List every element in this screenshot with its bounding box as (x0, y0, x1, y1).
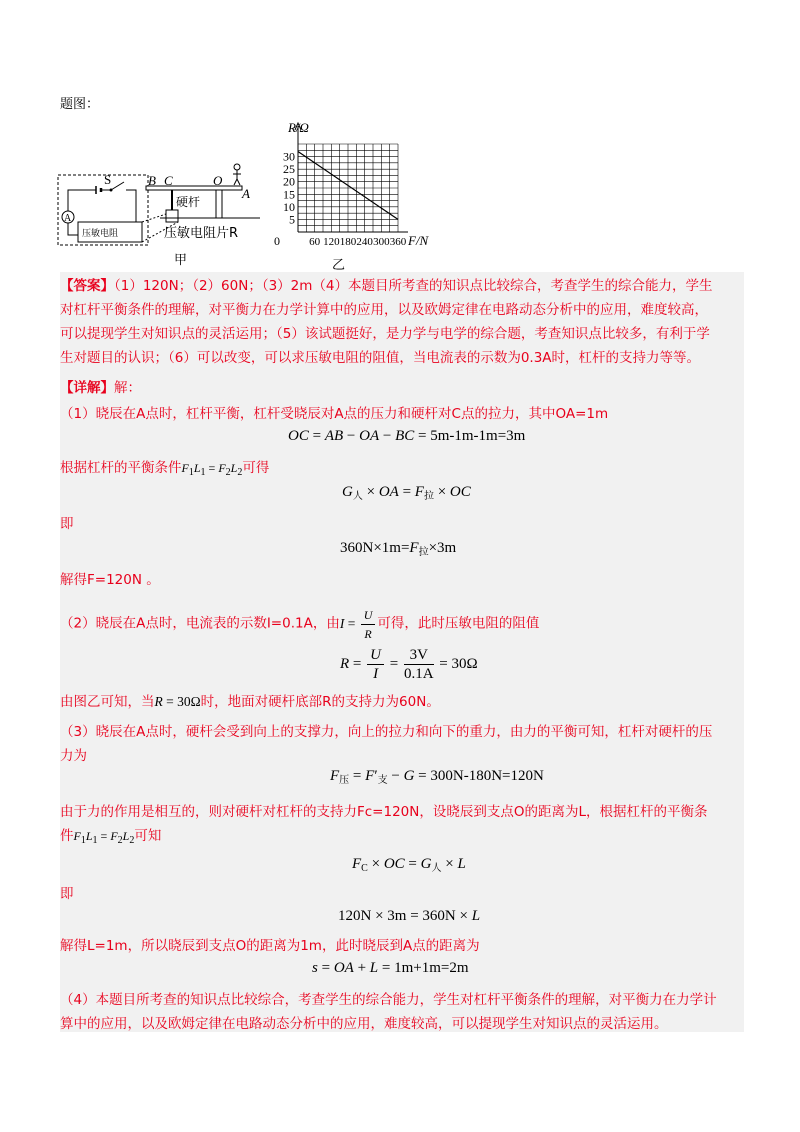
detail-p3: 解得F=120N 。 (60, 572, 160, 588)
lever-circuit-diagram (56, 160, 272, 270)
lever-bar (146, 186, 242, 190)
origin-label: 0 (274, 234, 280, 248)
resistor-label: 压敏电阻片R (164, 226, 239, 241)
x-tick-label: 360 (389, 236, 407, 248)
point-b-label: B (148, 173, 156, 188)
x-axis-label: F/N (408, 233, 429, 248)
resistance-force-chart (262, 114, 442, 272)
answer-tag: 【答案】 (60, 278, 114, 294)
detail-p1: （1）晓辰在A点时，杠杆平衡，杠杆受晓辰对A点的压力和硬杆对C点的拉力，其中OA=1m (60, 406, 609, 422)
y-tick-label: 20 (283, 174, 295, 189)
detail-p6: （3）晓辰在A点时，硬杆会受到向上的支撑力，向上的拉力和向下的重力，由力的平衡可知，杠杆对硬杆的压 (60, 724, 713, 740)
equation-1: OC = AB − OA − BC = 5m-1m-1m=3m (288, 428, 526, 444)
equation-7: 120N × 3m = 360N × L (338, 908, 481, 924)
equation-3: $360N\times 1m=F_拉\times 3m$ (340, 540, 457, 558)
equation-2: $G_人$ × OA = $F_拉$ × OC (342, 484, 471, 502)
circuit-wire-left (68, 190, 96, 213)
answer-line-4: 生对题目的认识；（6）可以改变，可以求压敏电阻的阻值，当电流表的示数为0.3A时，杠杆的支持力等等。 (60, 350, 701, 366)
person-icon (234, 164, 240, 170)
caption-yi: 乙 (332, 258, 346, 272)
y-tick-label: 30 (283, 149, 295, 164)
equation-5: $F_压 = F'_支 - G = 300N-180N=120N$ (330, 768, 544, 786)
point-c-label: C (164, 173, 173, 188)
detail-p5: 由图乙可知，当R = 30Ω时，地面对硬杆底部R的支持力为60N。 (60, 694, 440, 710)
point-o-label: O (213, 173, 223, 188)
figure-title: 题图： (60, 97, 100, 112)
x-tick-label: 300 (373, 236, 390, 248)
equation-4: R = $\frac{U}{I}$ = $\frac{3V}{0.1A}$ = 30Ω (340, 647, 478, 682)
x-tick-labels (309, 236, 407, 248)
x-tick-label: 60 (309, 236, 321, 248)
ji-1: 即 (60, 516, 74, 532)
ammeter-label: A (64, 213, 72, 224)
equation-6: $F_C$ × OC = $G_人 \times L$ (352, 856, 466, 874)
detail-p4: （2）晓辰在A点时，电流表的示数I=0.1A，由I = $\frac{U}{R}$ 可得，此时压敏电阻的阻值 (60, 608, 540, 641)
chart-axes (295, 123, 408, 232)
rod-label: 硬杆 (176, 195, 201, 209)
fulcrum-support (216, 190, 222, 218)
x-tick-label: 240 (356, 236, 373, 248)
y-tick-label: 5 (289, 212, 295, 227)
y-tick-label: 15 (283, 187, 295, 202)
answer-line-1: 【答案】（1）120N；（2）60N；（3）2m（4）本题目所考查的知识点比较综合，考查学生的综合能力，学生 (60, 278, 713, 294)
equation-8: s = OA + L = 1m+1m=2m (312, 960, 469, 976)
y-tick-label: 10 (283, 199, 295, 214)
pressure-sensor (166, 210, 178, 222)
y-axis-label: R/Ω (288, 120, 309, 135)
y-tick-labels (283, 150, 295, 227)
x-tick-label: 120 (323, 236, 340, 248)
detail-header: 【详解】解： (60, 380, 141, 396)
circuit-wire-right (126, 190, 136, 222)
detail-p8: 解得L=1m，所以晓辰到支点O的距离为1m，此时晓辰到A点的距离为 (60, 938, 480, 954)
ji-2: 即 (60, 886, 74, 902)
switch-lever (111, 182, 124, 190)
detail-p7: 由于力的作用是相互的，则对硬杆对杠杆的支持力Fc=120N，设晓辰到支点O的距离为L，根据杠杆的平衡条 (60, 804, 708, 820)
detail-p2: 根据杠杆的平衡条件$F_1L_1 = F_2L_2$可得 (60, 460, 270, 478)
detail-p7b: 件$F_1L_1 = F_2L_2$可知 (60, 828, 162, 846)
detail-p6b: 力为 (60, 748, 87, 764)
answer-line-2: 对杠杆平衡条件的理解，对平衡力在力学计算中的应用，以及欧姆定律在电路动态分析中的应用，难度较高， (60, 302, 708, 318)
point-a-label: A (242, 186, 250, 201)
answer-line-3: 可以提现学生对知识点的灵活运用；（5）该试题挺好，是力学与电学的综合题，考查知识点比较多，有利于学 (60, 326, 710, 342)
detail-p9: （4）本题目所考查的知识点比较综合，考查学生的综合能力，学生对杠杆平衡条件的理解，对平衡力在力学计 (60, 992, 717, 1008)
chart-grid (298, 144, 398, 232)
detail-p9b: 算中的应用，以及欧姆定律在电路动态分析中的应用，难度较高，可以提现学生对知识点的灵活运用。 (60, 1016, 668, 1032)
caption-jia: 甲 (174, 253, 188, 268)
y-tick-label: 25 (283, 162, 295, 177)
x-tick-label: 180 (339, 236, 357, 248)
sensor-box-label: 压敏电阻 (82, 229, 119, 239)
switch-label: S (104, 172, 112, 187)
